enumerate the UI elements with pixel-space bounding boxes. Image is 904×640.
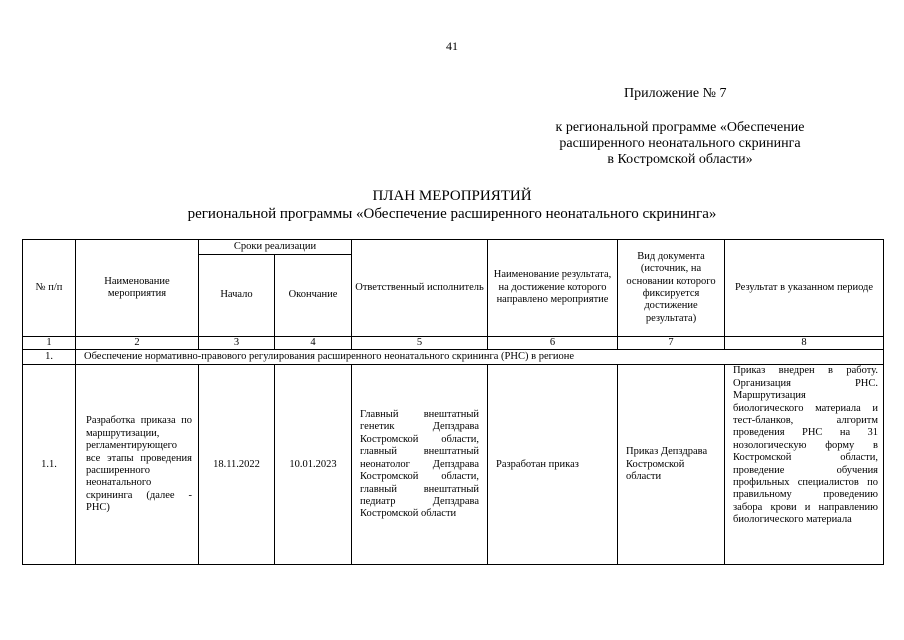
end-date: 10.01.2023 (275, 365, 352, 565)
appendix-label: Приложение № 7 (624, 86, 727, 101)
activities-plan-table (22, 239, 884, 565)
section-number: 1. (23, 350, 76, 365)
column-number: 8 (725, 337, 884, 350)
responsible-executor: Главный внештатный генетик Депздрава Костромской области, главный внештатный неонатолог Депздрава Костромской области, главный внештатный педиатр Депздрава Костромской области (352, 365, 488, 565)
activity-name: Разработка приказа по маршрутизации, регламентирующего все этапы проведения расширенного неонатального скрининга (далее - РНС) (76, 365, 199, 565)
title-line-2: региональной программы «Обеспечение расширенного неонатального скрининга» (187, 206, 717, 222)
column-number: 6 (488, 337, 618, 350)
row-number: 1.1. (23, 365, 76, 565)
column-number: 2 (76, 337, 199, 350)
table-row (23, 365, 884, 565)
header-document-type: Вид документа (источник, на основании которого фиксируется достижение результата) (618, 240, 725, 337)
title-line-1: ПЛАН МЕРОПРИЯТИЙ (372, 188, 532, 204)
reference-line-1: к региональной программе «Обеспечение (555, 120, 805, 135)
header-responsible: Ответственный исполнитель (352, 240, 488, 337)
column-number: 7 (618, 337, 725, 350)
section-row (23, 350, 884, 365)
header-result: Результат в указанном периоде (725, 240, 884, 337)
result-name: Разработан приказ (488, 365, 618, 565)
column-number: 5 (352, 337, 488, 350)
document-type: Приказ Депздрава Костромской области (618, 365, 725, 565)
header-result-name: Наименование результата, на достижение которого направлено мероприятие (488, 240, 618, 337)
header-num: № п/п (23, 240, 76, 337)
column-number: 4 (275, 337, 352, 350)
document-title (0, 187, 904, 223)
reference-line-3: в Костромской области» (607, 152, 753, 167)
program-reference (520, 120, 840, 168)
section-title: Обеспечение нормативно-правового регулирования расширенного неонатального скрининга (РНС) в регионе (76, 350, 884, 365)
start-date: 18.11.2022 (199, 365, 275, 565)
period-result: Приказ внедрен в работу. Организация РНС. Маршрутизация биологического материала и тест-бланков, алгоритм проведения РНС на 31 нозологическую форму в Костромской области, проведение обучения профильных специалистов по правильному проведению забора крови и направлению биологического материала (725, 365, 884, 565)
reference-line-2: расширенного неонатального скрининга (559, 136, 801, 151)
header-end: Окончание (275, 255, 352, 337)
header-terms: Сроки реализации (199, 240, 352, 255)
header-start: Начало (199, 255, 275, 337)
column-number: 1 (23, 337, 76, 350)
header-activity-name: Наименование мероприятия (76, 240, 199, 337)
page-number: 41 (446, 39, 458, 53)
column-numbers-row (23, 337, 884, 350)
column-number: 3 (199, 337, 275, 350)
